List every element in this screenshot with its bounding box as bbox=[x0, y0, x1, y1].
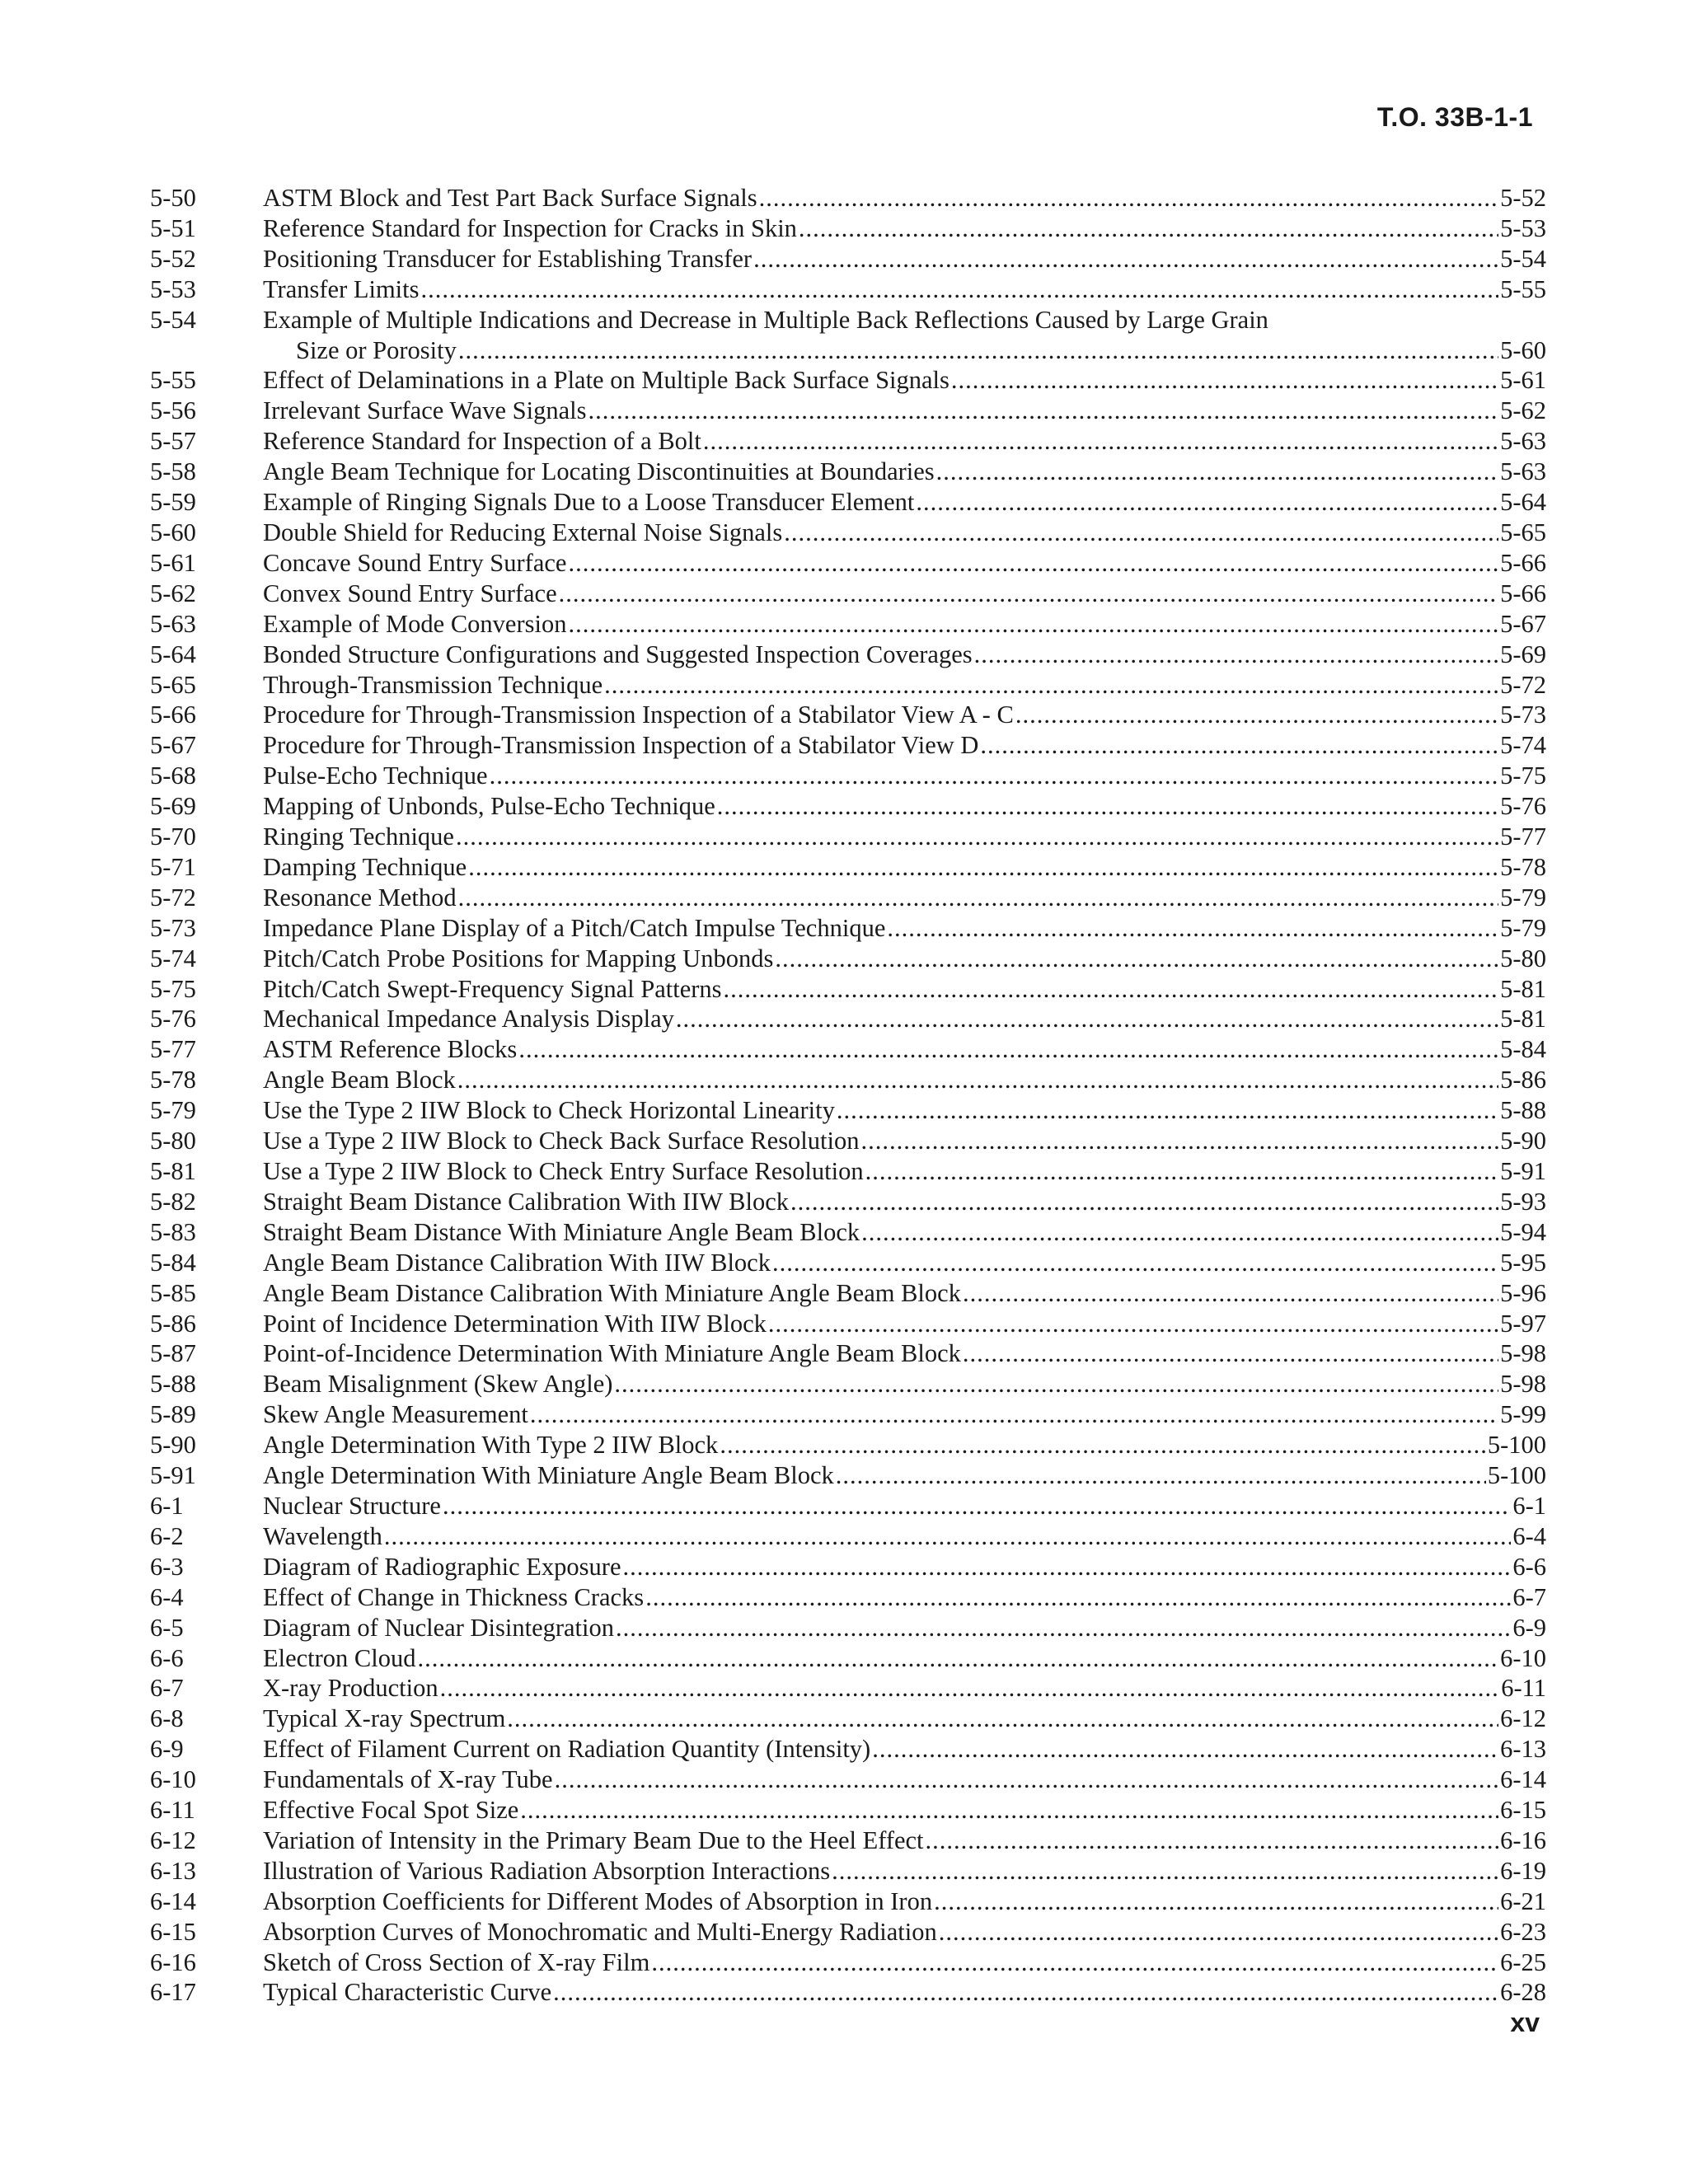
figure-title: Effective Focal Spot Size bbox=[263, 1796, 519, 1825]
toc-entry bbox=[150, 1460, 1546, 1491]
figure-number: 5-80 bbox=[150, 1127, 196, 1155]
figure-number: 5-52 bbox=[150, 244, 196, 273]
toc-entry bbox=[150, 396, 1546, 426]
dot-leader bbox=[759, 183, 1498, 213]
page-reference: 5-60 bbox=[1500, 335, 1546, 364]
page-reference: 6-19 bbox=[1500, 1856, 1546, 1885]
page-reference: 6-23 bbox=[1500, 1917, 1546, 1946]
figure-title: Irrelevant Surface Wave Signals bbox=[263, 396, 587, 425]
figure-title: Through-Transmission Technique bbox=[263, 670, 603, 699]
dot-leader bbox=[724, 974, 1499, 1005]
figure-title-continued: Size or Porosity bbox=[296, 335, 457, 364]
document-id: T.O. 33B-1-1 bbox=[1376, 102, 1533, 132]
toc-entry bbox=[150, 1734, 1546, 1765]
dot-leader bbox=[772, 1248, 1498, 1278]
toc-entry bbox=[150, 548, 1546, 579]
figure-number: 6-7 bbox=[150, 1674, 184, 1703]
dot-leader bbox=[568, 609, 1498, 640]
figure-number: 5-61 bbox=[150, 548, 196, 577]
dot-leader bbox=[963, 1278, 1498, 1309]
toc-entry bbox=[150, 609, 1546, 640]
dot-leader bbox=[790, 1187, 1498, 1217]
page-number: xv bbox=[1510, 2008, 1540, 2037]
dot-leader bbox=[934, 1886, 1498, 1917]
figure-number: 6-16 bbox=[150, 1947, 196, 1976]
figure-title: Illustration of Various Radiation Absorption Interactions bbox=[263, 1856, 831, 1885]
figure-title: Example of Mode Conversion bbox=[263, 609, 567, 638]
toc-entry bbox=[150, 1856, 1546, 1886]
figure-number: 5-57 bbox=[150, 427, 196, 456]
dot-leader bbox=[421, 274, 1499, 305]
toc-entry bbox=[150, 822, 1546, 852]
dot-leader bbox=[457, 1065, 1498, 1095]
dot-leader bbox=[651, 1947, 1498, 1978]
toc-entry bbox=[150, 730, 1546, 761]
dot-leader bbox=[520, 1795, 1498, 1825]
toc-entry bbox=[150, 1309, 1546, 1339]
figure-title: Bonded Structure Configurations and Suggested Inspection Coverages bbox=[263, 640, 973, 668]
figure-title: Absorption Curves of Monochromatic and Multi-Energy Radiation bbox=[263, 1917, 937, 1946]
dot-leader bbox=[926, 1825, 1499, 1856]
dot-leader bbox=[490, 761, 1498, 791]
dot-leader bbox=[753, 244, 1498, 274]
toc-entry bbox=[150, 244, 1546, 274]
dot-leader bbox=[799, 213, 1498, 244]
figure-title: Pulse-Echo Technique bbox=[263, 762, 488, 790]
figure-number: 5-77 bbox=[150, 1035, 196, 1064]
figure-title: Use a Type 2 IIW Block to Check Back Surface Resolution bbox=[263, 1127, 860, 1155]
figure-title: Point of Incidence Determination With IIW Block bbox=[263, 1309, 767, 1338]
figure-number: 5-67 bbox=[150, 731, 196, 760]
figure-title: Example of Ringing Signals Due to a Loose Transducer Element bbox=[263, 488, 915, 517]
figure-number: 6-13 bbox=[150, 1856, 196, 1885]
page-reference: 6-25 bbox=[1500, 1947, 1546, 1976]
dot-leader bbox=[468, 852, 1498, 883]
toc-entry bbox=[150, 1613, 1546, 1643]
dot-leader bbox=[836, 1460, 1486, 1491]
figure-number: 5-56 bbox=[150, 396, 196, 425]
figure-number: 5-66 bbox=[150, 701, 196, 729]
toc-entry bbox=[150, 883, 1546, 913]
page-reference: 5-81 bbox=[1500, 974, 1546, 1003]
toc-entry bbox=[150, 1217, 1546, 1248]
figure-number: 5-86 bbox=[150, 1309, 196, 1338]
toc-entry bbox=[150, 1552, 1546, 1582]
figure-number: 5-70 bbox=[150, 823, 196, 851]
dot-leader bbox=[768, 1309, 1498, 1339]
figure-number: 5-88 bbox=[150, 1370, 196, 1399]
toc-entry bbox=[150, 1278, 1546, 1309]
dot-leader bbox=[568, 548, 1498, 579]
figure-number: 6-10 bbox=[150, 1765, 196, 1794]
dot-leader bbox=[963, 1338, 1498, 1369]
toc-entry bbox=[150, 1673, 1546, 1704]
figure-number: 5-73 bbox=[150, 913, 196, 942]
page-reference: 6-14 bbox=[1500, 1765, 1546, 1794]
dot-leader bbox=[887, 913, 1498, 944]
figure-number: 5-90 bbox=[150, 1431, 196, 1460]
toc-entry bbox=[150, 1156, 1546, 1187]
figure-number: 5-74 bbox=[150, 944, 196, 972]
dot-leader bbox=[530, 1399, 1498, 1430]
dot-leader bbox=[418, 1643, 1499, 1674]
page-reference: 5-66 bbox=[1500, 579, 1546, 607]
page-reference: 5-55 bbox=[1500, 274, 1546, 303]
figure-number: 6-2 bbox=[150, 1521, 184, 1550]
figure-title: Procedure for Through-Transmission Inspection of a Stabilator View A - C bbox=[263, 701, 1014, 729]
toc-entry bbox=[150, 487, 1546, 518]
toc-entry bbox=[150, 913, 1546, 944]
figure-title: Angle Beam Distance Calibration With Miniature Angle Beam Block bbox=[263, 1278, 961, 1307]
page-reference: 5-72 bbox=[1500, 670, 1546, 699]
figure-number: 6-9 bbox=[150, 1735, 184, 1764]
dot-leader bbox=[555, 1765, 1499, 1795]
page-reference: 6-21 bbox=[1500, 1886, 1546, 1915]
page-reference: 5-76 bbox=[1500, 792, 1546, 821]
figure-number: 6-6 bbox=[150, 1643, 184, 1672]
page-reference: 6-13 bbox=[1500, 1735, 1546, 1764]
page-reference: 5-78 bbox=[1500, 852, 1546, 881]
dot-leader bbox=[980, 730, 1498, 761]
toc-entry bbox=[150, 457, 1546, 487]
dot-leader bbox=[458, 335, 1498, 366]
page-reference: 5-98 bbox=[1500, 1370, 1546, 1399]
page-reference: 5-88 bbox=[1500, 1096, 1546, 1125]
figure-number: 6-3 bbox=[150, 1552, 184, 1581]
figure-number: 6-11 bbox=[150, 1796, 195, 1825]
dot-leader bbox=[865, 1156, 1499, 1187]
figure-number: 5-84 bbox=[150, 1248, 196, 1277]
figure-number: 6-12 bbox=[150, 1825, 196, 1854]
toc-entry bbox=[150, 1187, 1546, 1217]
toc-entry bbox=[150, 1977, 1546, 2008]
page-reference: 5-95 bbox=[1500, 1248, 1546, 1277]
dot-leader bbox=[443, 1491, 1511, 1521]
toc-entry bbox=[150, 1917, 1546, 1947]
toc-entry bbox=[150, 305, 1546, 366]
figure-title: Ringing Technique bbox=[263, 823, 454, 851]
figure-number: 5-75 bbox=[150, 974, 196, 1003]
dot-leader bbox=[861, 1217, 1498, 1248]
figure-number: 5-54 bbox=[150, 305, 196, 334]
page-reference: 5-79 bbox=[1500, 913, 1546, 942]
figure-number: 5-59 bbox=[150, 488, 196, 517]
page-reference: 6-12 bbox=[1500, 1704, 1546, 1733]
page-reference: 5-98 bbox=[1500, 1339, 1546, 1368]
dot-leader bbox=[604, 670, 1498, 701]
toc-entry bbox=[150, 1126, 1546, 1156]
toc-entry bbox=[150, 1095, 1546, 1126]
page-reference: 6-1 bbox=[1512, 1491, 1546, 1520]
dot-leader bbox=[832, 1856, 1498, 1886]
figure-title: Mapping of Unbonds, Pulse-Echo Technique bbox=[263, 792, 715, 821]
toc-entry bbox=[150, 1704, 1546, 1734]
figure-title: Use the Type 2 IIW Block to Check Horizontal Linearity bbox=[263, 1096, 835, 1125]
dot-leader bbox=[720, 1430, 1486, 1460]
dot-leader bbox=[440, 1673, 1500, 1704]
figure-title: Concave Sound Entry Surface bbox=[263, 548, 567, 577]
page-reference: 5-96 bbox=[1500, 1278, 1546, 1307]
dot-leader bbox=[553, 1977, 1498, 2008]
toc-entry bbox=[150, 579, 1546, 609]
page-reference: 5-62 bbox=[1500, 396, 1546, 425]
figure-number: 5-65 bbox=[150, 670, 196, 699]
toc-entry bbox=[150, 365, 1546, 396]
toc-entry bbox=[150, 944, 1546, 974]
page-reference: 5-66 bbox=[1500, 548, 1546, 577]
toc-entry bbox=[150, 183, 1546, 213]
figure-title: Convex Sound Entry Surface bbox=[263, 579, 557, 607]
figure-title: Sketch of Cross Section of X-ray Film bbox=[263, 1947, 650, 1976]
toc-entry bbox=[150, 1491, 1546, 1521]
page-reference: 5-67 bbox=[1500, 609, 1546, 638]
figure-number: 5-63 bbox=[150, 609, 196, 638]
toc-entry bbox=[150, 1369, 1546, 1399]
page-reference: 6-9 bbox=[1512, 1613, 1546, 1642]
dot-leader bbox=[916, 487, 1498, 518]
figure-title: Angle Beam Technique for Locating Discontinuities at Boundaries bbox=[263, 457, 935, 486]
figure-title: Effect of Delaminations in a Plate on Multiple Back Surface Signals bbox=[263, 366, 950, 395]
page-reference: 6-16 bbox=[1500, 1825, 1546, 1854]
figure-title: Nuclear Structure bbox=[263, 1491, 441, 1520]
toc-entry bbox=[150, 670, 1546, 701]
toc-entry bbox=[150, 852, 1546, 883]
page-reference: 6-15 bbox=[1500, 1796, 1546, 1825]
page-reference: 5-80 bbox=[1500, 944, 1546, 972]
figure-title: Angle Beam Distance Calibration With IIW Block bbox=[263, 1248, 771, 1277]
figure-number: 5-78 bbox=[150, 1066, 196, 1094]
page-reference: 5-91 bbox=[1500, 1157, 1546, 1185]
figure-number: 5-51 bbox=[150, 213, 196, 242]
figure-number: 6-5 bbox=[150, 1613, 184, 1642]
toc-entry bbox=[150, 1765, 1546, 1795]
figure-title: Positioning Transducer for Establishing Transfer bbox=[263, 244, 753, 273]
toc-entry bbox=[150, 1521, 1546, 1552]
toc-entry bbox=[150, 1034, 1546, 1065]
figure-title: Procedure for Through-Transmission Inspection of a Stabilator View D bbox=[263, 731, 979, 760]
dot-leader bbox=[974, 640, 1498, 670]
figure-number: 6-14 bbox=[150, 1886, 196, 1915]
figure-number: 5-71 bbox=[150, 852, 196, 881]
figure-title: Diagram of Radiographic Exposure bbox=[263, 1552, 621, 1581]
page-reference: 6-10 bbox=[1500, 1643, 1546, 1672]
page-reference: 5-77 bbox=[1500, 823, 1546, 851]
figure-number: 5-79 bbox=[150, 1096, 196, 1125]
page-reference: 5-53 bbox=[1500, 213, 1546, 242]
page-reference: 5-74 bbox=[1500, 731, 1546, 760]
figure-title: Electron Cloud bbox=[263, 1643, 416, 1672]
toc-entry bbox=[150, 518, 1546, 548]
dot-leader bbox=[456, 822, 1498, 852]
page-reference: 5-97 bbox=[1500, 1309, 1546, 1338]
figure-title: Variation of Intensity in the Primary Beam Due to the Heel Effect bbox=[263, 1825, 924, 1854]
figure-number: 5-89 bbox=[150, 1400, 196, 1429]
page-reference: 5-79 bbox=[1500, 883, 1546, 912]
figure-number: 6-8 bbox=[150, 1704, 184, 1733]
figure-title: Angle Determination With Miniature Angle Beam Block bbox=[263, 1461, 834, 1490]
figure-title: Impedance Plane Display of a Pitch/Catch Impulse Technique bbox=[263, 913, 886, 942]
toc-entry bbox=[150, 761, 1546, 791]
figure-number: 5-68 bbox=[150, 762, 196, 790]
figure-title: ASTM Block and Test Part Back Surface Signals bbox=[263, 184, 757, 212]
figure-number: 6-15 bbox=[150, 1917, 196, 1946]
list-of-illustrations bbox=[150, 183, 1546, 2008]
figure-title: Double Shield for Reducing External Noise Signals bbox=[263, 518, 783, 546]
figure-title: Fundamentals of X-ray Tube bbox=[263, 1765, 553, 1794]
page-reference: 6-6 bbox=[1512, 1552, 1546, 1581]
figure-number: 5-55 bbox=[150, 366, 196, 395]
toc-entry bbox=[150, 1004, 1546, 1034]
toc-entry bbox=[150, 1065, 1546, 1095]
dot-leader bbox=[588, 396, 1498, 426]
toc-entry bbox=[150, 974, 1546, 1005]
figure-number: 5-69 bbox=[150, 792, 196, 821]
toc-entry bbox=[150, 1643, 1546, 1674]
page-reference: 5-90 bbox=[1500, 1127, 1546, 1155]
toc-entry bbox=[150, 1430, 1546, 1460]
dot-leader bbox=[1015, 700, 1498, 730]
dot-leader bbox=[860, 1126, 1498, 1156]
dot-leader bbox=[775, 944, 1498, 974]
figure-title: Pitch/Catch Swept-Frequency Signal Patterns bbox=[263, 974, 722, 1003]
page-reference: 5-84 bbox=[1500, 1035, 1546, 1064]
figure-title: ASTM Reference Blocks bbox=[263, 1035, 518, 1064]
page-reference: 5-63 bbox=[1500, 457, 1546, 486]
page-reference: 6-7 bbox=[1512, 1582, 1546, 1611]
figure-title: Mechanical Impedance Analysis Display bbox=[263, 1005, 674, 1033]
figure-number: 5-76 bbox=[150, 1005, 196, 1033]
page-reference: 5-93 bbox=[1500, 1187, 1546, 1216]
figure-title: Example of Multiple Indications and Decrease in Multiple Back Reflections Caused by Large Grain bbox=[263, 305, 1268, 334]
dot-leader bbox=[518, 1034, 1498, 1065]
dot-leader bbox=[645, 1582, 1511, 1613]
figure-title: Wavelength bbox=[263, 1521, 382, 1550]
figure-title: Absorption Coefficients for Different Modes of Absorption in Iron bbox=[263, 1886, 933, 1915]
page-reference: 6-4 bbox=[1512, 1521, 1546, 1550]
toc-entry bbox=[150, 1582, 1546, 1613]
figure-number: 5-50 bbox=[150, 184, 196, 212]
page-reference: 5-75 bbox=[1500, 762, 1546, 790]
toc-entry bbox=[150, 640, 1546, 670]
page-reference: 5-86 bbox=[1500, 1066, 1546, 1094]
figure-title: Beam Misalignment (Skew Angle) bbox=[263, 1370, 613, 1399]
figure-number: 6-4 bbox=[150, 1582, 184, 1611]
dot-leader bbox=[939, 1917, 1498, 1947]
dot-leader bbox=[676, 1004, 1498, 1034]
dot-leader bbox=[951, 365, 1498, 396]
page-reference: 5-94 bbox=[1500, 1217, 1546, 1246]
dot-leader bbox=[936, 457, 1498, 487]
toc-entry bbox=[150, 1947, 1546, 1978]
dot-leader bbox=[872, 1734, 1498, 1765]
figure-title: Use a Type 2 IIW Block to Check Entry Surface Resolution bbox=[263, 1157, 864, 1185]
toc-entry bbox=[150, 1886, 1546, 1917]
toc-entry bbox=[150, 1399, 1546, 1430]
figure-title: Typical Characteristic Curve bbox=[263, 1978, 552, 2007]
dot-leader bbox=[703, 426, 1498, 457]
page-reference: 5-64 bbox=[1500, 488, 1546, 517]
figure-number: 5-85 bbox=[150, 1278, 196, 1307]
figure-number: 6-17 bbox=[150, 1978, 196, 2007]
page-reference: 5-100 bbox=[1487, 1461, 1546, 1490]
figure-number: 5-81 bbox=[150, 1157, 196, 1185]
page-reference: 5-61 bbox=[1500, 366, 1546, 395]
page-reference: 5-65 bbox=[1500, 518, 1546, 546]
figure-title: Point-of-Incidence Determination With Miniature Angle Beam Block bbox=[263, 1339, 961, 1368]
figure-number: 5-91 bbox=[150, 1461, 196, 1490]
toc-entry bbox=[150, 213, 1546, 244]
figure-title: Straight Beam Distance Calibration With IIW Block bbox=[263, 1187, 790, 1216]
figure-title: Straight Beam Distance With Miniature Angle Beam Block bbox=[263, 1217, 860, 1246]
page-reference: 5-54 bbox=[1500, 244, 1546, 273]
figure-number: 5-58 bbox=[150, 457, 196, 486]
figure-title: Typical X-ray Spectrum bbox=[263, 1704, 506, 1733]
toc-entry bbox=[150, 1825, 1546, 1856]
figure-title: Angle Determination With Type 2 IIW Block bbox=[263, 1431, 719, 1460]
dot-leader bbox=[458, 883, 1498, 913]
figure-title: Damping Technique bbox=[263, 852, 467, 881]
figure-number: 5-87 bbox=[150, 1339, 196, 1368]
toc-entry bbox=[150, 1338, 1546, 1369]
figure-number: 5-60 bbox=[150, 518, 196, 546]
toc-entry bbox=[150, 1248, 1546, 1278]
page-reference: 5-73 bbox=[1500, 701, 1546, 729]
page-reference: 5-100 bbox=[1487, 1431, 1546, 1460]
dot-leader bbox=[784, 518, 1498, 548]
figure-title: Pitch/Catch Probe Positions for Mapping Unbonds bbox=[263, 944, 774, 972]
page-reference: 5-99 bbox=[1500, 1400, 1546, 1429]
page-reference: 5-52 bbox=[1500, 184, 1546, 212]
figure-number: 5-83 bbox=[150, 1217, 196, 1246]
dot-leader bbox=[623, 1552, 1512, 1582]
page-reference: 6-28 bbox=[1500, 1978, 1546, 2007]
page-reference: 6-11 bbox=[1501, 1674, 1546, 1703]
figure-number: 6-1 bbox=[150, 1491, 184, 1520]
figure-number: 5-82 bbox=[150, 1187, 196, 1216]
dot-leader bbox=[614, 1369, 1498, 1399]
figure-title: X-ray Production bbox=[263, 1674, 438, 1703]
figure-title: Effect of Filament Current on Radiation Quantity (Intensity) bbox=[263, 1735, 871, 1764]
toc-entry bbox=[150, 426, 1546, 457]
page-reference: 5-81 bbox=[1500, 1005, 1546, 1033]
toc-entry bbox=[150, 1795, 1546, 1825]
figure-title: Angle Beam Block bbox=[263, 1066, 456, 1094]
figure-title: Reference Standard for Inspection of a Bolt bbox=[263, 427, 701, 456]
dot-leader bbox=[384, 1521, 1511, 1552]
figure-title: Effect of Change in Thickness Cracks bbox=[263, 1582, 645, 1611]
toc-entry bbox=[150, 791, 1546, 822]
dot-leader bbox=[507, 1704, 1498, 1734]
toc-entry bbox=[150, 274, 1546, 305]
dot-leader bbox=[559, 579, 1498, 609]
toc-entry bbox=[150, 700, 1546, 730]
figure-title: Diagram of Nuclear Disintegration bbox=[263, 1613, 615, 1642]
dot-leader bbox=[717, 791, 1498, 822]
dot-leader bbox=[616, 1613, 1511, 1643]
figure-number: 5-53 bbox=[150, 274, 196, 303]
figure-number: 5-62 bbox=[150, 579, 196, 607]
page-reference: 5-63 bbox=[1500, 427, 1546, 456]
figure-title: Reference Standard for Inspection for Cracks in Skin bbox=[263, 213, 797, 242]
figure-title: Resonance Method bbox=[263, 883, 457, 912]
figure-number: 5-64 bbox=[150, 640, 196, 668]
dot-leader bbox=[837, 1095, 1498, 1126]
figure-title: Transfer Limits bbox=[263, 274, 420, 303]
figure-number: 5-72 bbox=[150, 883, 196, 912]
figure-title: Skew Angle Measurement bbox=[263, 1400, 528, 1429]
page-reference: 5-69 bbox=[1500, 640, 1546, 668]
